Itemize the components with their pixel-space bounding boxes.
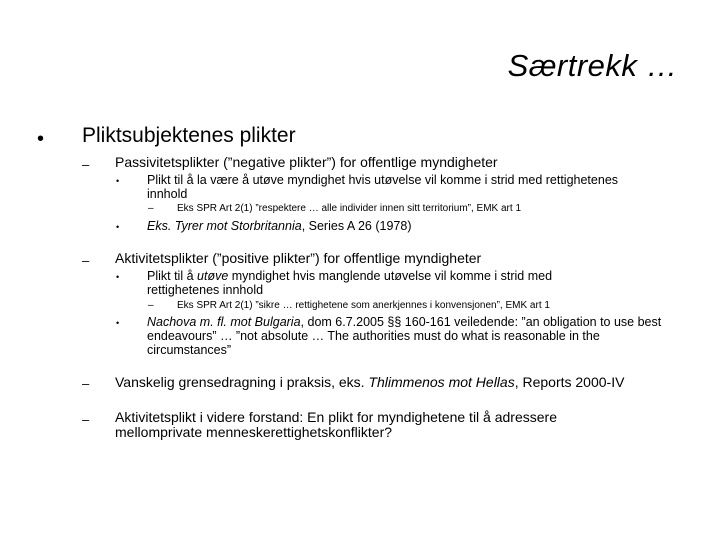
level1-heading: Pliktsubjektenes plikter <box>82 124 296 147</box>
case-nachova: Nachova m. fl. mot Bulgaria <box>147 315 301 329</box>
active-item-1: Plikt til å utøve myndighet hvis manglende utøvelse vil komme i strid med rettighetenes innhold <box>147 269 553 297</box>
line3: Vanskelig grensedragning i praksis, eks. Thlimmenos mot Hellas, Reports 2000-IV <box>115 374 625 390</box>
dash-line3: – <box>82 376 90 391</box>
passive-heading: Passivitetsplikter (”negative plikter”) for offentlige myndigheter <box>115 154 498 170</box>
bullet-passive-1: • <box>116 176 120 186</box>
passive-item-2: Eks. Tyrer mot Storbritannia, Series A 26 (1978) <box>147 219 412 233</box>
case-thlimmenos: Thlimmenos mot Hellas <box>368 374 515 390</box>
dash-line4: – <box>82 412 90 427</box>
active-item-2: Nachova m. fl. mot Bulgaria, dom 6.7.2005 §§ 160-161 veiledende: ”an obligation to use best endeavours” … ”not absolute … The authorities must do what is reasonable in the circumstances” <box>147 315 662 357</box>
bullet-l1: • <box>37 128 45 150</box>
bullet-passive-2: • <box>116 222 120 232</box>
line4: Aktivitetsplikt i videre forstand: En plikt for myndighetene til å adressere mellomprivate menneskerettighetskonflikter? <box>115 409 557 440</box>
bullet-active-2: • <box>116 318 120 328</box>
dash-passive: – <box>82 157 90 172</box>
dash-active: – <box>82 253 90 268</box>
bullet-active-1: • <box>116 272 120 282</box>
active-sub-1: Eks SPR Art 2(1) ”sikre … rettighetene som anerkjennes i konvensjonen”, EMK art 1 <box>177 300 550 311</box>
dash-active-sub: – <box>148 300 154 311</box>
case-tyrer: Eks. Tyrer mot Storbritannia <box>147 219 302 233</box>
active-heading: Aktivitetsplikter (”positive plikter”) for offentlige myndigheter <box>115 250 482 266</box>
dash-passive-sub: – <box>148 203 154 214</box>
passive-sub-1: Eks SPR Art 2(1) ”respektere … alle individer innen sitt territorium”, EMK art 1 <box>177 203 522 214</box>
passive-item-1: Plikt til å la være å utøve myndighet hvis utøvelse vil komme i strid med rettighetenes innhold <box>147 173 619 201</box>
slide-title: Særtrekk … <box>507 48 678 83</box>
